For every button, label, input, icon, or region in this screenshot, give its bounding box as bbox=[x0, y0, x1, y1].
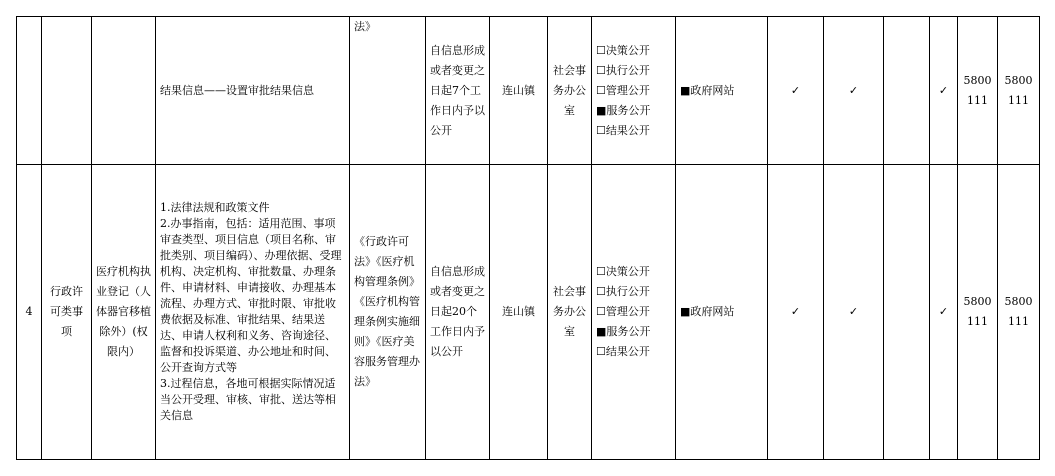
empty-cell bbox=[884, 17, 930, 165]
basis-cell: 《行政许可法》《医疗机构管理条例》《医疗机构管理条例实施细则》《医疗美容服务管理办法》 bbox=[350, 165, 426, 460]
category-option: ☐执行公开 bbox=[596, 285, 650, 298]
code-cell-b: 5800111 bbox=[998, 17, 1040, 165]
code-cell-a: 5800111 bbox=[958, 17, 998, 165]
check-mark-b: ✓ bbox=[824, 165, 884, 460]
check-mark-b: ✓ bbox=[824, 17, 884, 165]
index-cell: 4 bbox=[17, 165, 42, 460]
time-limit-cell: 自信息形成或者变更之日起7个工作日内予以公开 bbox=[426, 17, 490, 165]
category-option: ☐管理公开 bbox=[596, 83, 650, 97]
type-cell: 行政许可类事项 bbox=[42, 165, 92, 460]
disclosure-table bbox=[16, 16, 1040, 460]
category-cell bbox=[592, 17, 676, 165]
content-cell: 结果信息——设置审批结果信息 bbox=[156, 17, 350, 165]
category-option: ☐结果公开 bbox=[596, 123, 650, 137]
category-option: ☐决策公开 bbox=[596, 265, 650, 278]
empty-cell bbox=[884, 165, 930, 460]
category-option: ☐管理公开 bbox=[596, 305, 650, 318]
content-cell: 1.法律法规和政策文件 2.办事指南，包括：适用范围、事项审查类型、项目信息（项目名称、审批类别、项目编码）、办理依据、受理机构、决定机构、审批数量、办理条件、申请材料、申请接收、办理基本流程、办理方式、审批时限、审批收费依据及标准、审批结果、结果送达、申请人权利和义务、咨询途径、监督和投诉渠道、办公地址和时间、公开查询方式等 3.过程信息，各地可根据实际情况适当公开受理、审核、审批、送达等相关信息 bbox=[156, 165, 350, 460]
channel-cell: ■政府网站 bbox=[676, 165, 768, 460]
table-row bbox=[17, 165, 1040, 460]
table-row bbox=[17, 17, 1040, 165]
subject-cell: 连山镇 bbox=[490, 17, 548, 165]
item-cell bbox=[92, 17, 156, 165]
category-option: ☐执行公开 bbox=[596, 63, 650, 77]
check-mark-c: ✓ bbox=[930, 17, 958, 165]
category-cell bbox=[592, 165, 676, 460]
type-cell bbox=[42, 17, 92, 165]
subject-cell: 连山镇 bbox=[490, 165, 548, 460]
code-cell-b: 5800111 bbox=[998, 165, 1040, 460]
index-cell bbox=[17, 17, 42, 165]
basis-cell: 法》 bbox=[350, 17, 426, 165]
category-option: ■服务公开 bbox=[596, 325, 651, 338]
department-cell: 社会事务办公室 bbox=[548, 17, 592, 165]
category-option: ☐决策公开 bbox=[596, 43, 650, 57]
check-mark-a: ✓ bbox=[768, 17, 824, 165]
item-cell: 医疗机构执业登记（人体器官移植除外）(权限内） bbox=[92, 165, 156, 460]
code-cell-a: 5800111 bbox=[958, 165, 998, 460]
category-option: ☐结果公开 bbox=[596, 345, 650, 358]
check-mark-a: ✓ bbox=[768, 165, 824, 460]
category-option: ■服务公开 bbox=[596, 103, 651, 117]
time-limit-cell: 自信息形成或者变更之日起20个工作日内予以公开 bbox=[426, 165, 490, 460]
channel-cell: ■政府网站 bbox=[676, 17, 768, 165]
department-cell: 社会事务办公室 bbox=[548, 165, 592, 460]
check-mark-c: ✓ bbox=[930, 165, 958, 460]
